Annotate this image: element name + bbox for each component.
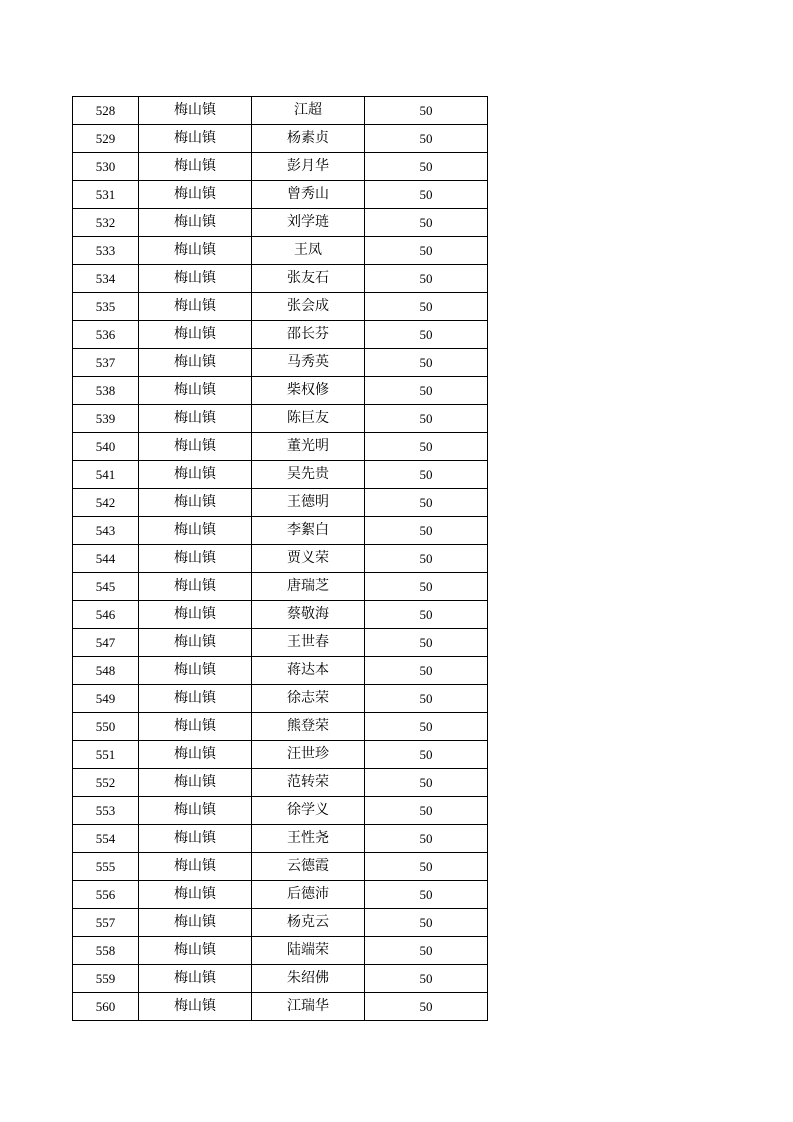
person-name-cell: 张会成 — [252, 293, 365, 321]
town-cell: 梅山镇 — [139, 601, 252, 629]
table-row — [73, 769, 488, 797]
table-row — [73, 461, 488, 489]
table-row — [73, 433, 488, 461]
person-name-cell: 董光明 — [252, 433, 365, 461]
person-name-cell: 邵长芬 — [252, 321, 365, 349]
subsidy-table — [72, 96, 488, 1021]
town-cell: 梅山镇 — [139, 797, 252, 825]
row-number-cell: 536 — [73, 321, 139, 349]
table-row — [73, 349, 488, 377]
town-cell: 梅山镇 — [139, 293, 252, 321]
amount-cell: 50 — [365, 909, 488, 937]
row-number-cell: 541 — [73, 461, 139, 489]
amount-cell: 50 — [365, 181, 488, 209]
person-name-cell: 徐学义 — [252, 797, 365, 825]
row-number-cell: 542 — [73, 489, 139, 517]
town-cell: 梅山镇 — [139, 153, 252, 181]
town-cell: 梅山镇 — [139, 237, 252, 265]
amount-cell: 50 — [365, 97, 488, 125]
person-name-cell: 王凤 — [252, 237, 365, 265]
table-row — [73, 713, 488, 741]
town-cell: 梅山镇 — [139, 629, 252, 657]
person-name-cell: 王德明 — [252, 489, 365, 517]
amount-cell: 50 — [365, 629, 488, 657]
town-cell: 梅山镇 — [139, 433, 252, 461]
town-cell: 梅山镇 — [139, 965, 252, 993]
person-name-cell: 柴权修 — [252, 377, 365, 405]
town-cell: 梅山镇 — [139, 573, 252, 601]
town-cell: 梅山镇 — [139, 685, 252, 713]
row-number-cell: 530 — [73, 153, 139, 181]
person-name-cell: 徐志荣 — [252, 685, 365, 713]
town-cell: 梅山镇 — [139, 881, 252, 909]
table-row — [73, 125, 488, 153]
amount-cell: 50 — [365, 993, 488, 1021]
town-cell: 梅山镇 — [139, 265, 252, 293]
amount-cell: 50 — [365, 937, 488, 965]
person-name-cell: 李絮白 — [252, 517, 365, 545]
table-row — [73, 797, 488, 825]
row-number-cell: 544 — [73, 545, 139, 573]
town-cell: 梅山镇 — [139, 321, 252, 349]
amount-cell: 50 — [365, 209, 488, 237]
row-number-cell: 550 — [73, 713, 139, 741]
amount-cell: 50 — [365, 321, 488, 349]
town-cell: 梅山镇 — [139, 517, 252, 545]
table-row — [73, 405, 488, 433]
table-row — [73, 993, 488, 1021]
amount-cell: 50 — [365, 657, 488, 685]
table-row — [73, 265, 488, 293]
town-cell: 梅山镇 — [139, 181, 252, 209]
row-number-cell: 546 — [73, 601, 139, 629]
town-cell: 梅山镇 — [139, 937, 252, 965]
table-row — [73, 937, 488, 965]
row-number-cell: 560 — [73, 993, 139, 1021]
row-number-cell: 551 — [73, 741, 139, 769]
amount-cell: 50 — [365, 461, 488, 489]
row-number-cell: 552 — [73, 769, 139, 797]
person-name-cell: 马秀英 — [252, 349, 365, 377]
table-row — [73, 237, 488, 265]
person-name-cell: 刘学琏 — [252, 209, 365, 237]
row-number-cell: 531 — [73, 181, 139, 209]
amount-cell: 50 — [365, 601, 488, 629]
row-number-cell: 549 — [73, 685, 139, 713]
row-number-cell: 533 — [73, 237, 139, 265]
row-number-cell: 532 — [73, 209, 139, 237]
table-row — [73, 853, 488, 881]
table-row — [73, 965, 488, 993]
amount-cell: 50 — [365, 349, 488, 377]
row-number-cell: 538 — [73, 377, 139, 405]
table-row — [73, 657, 488, 685]
table-row — [73, 489, 488, 517]
table-row — [73, 321, 488, 349]
person-name-cell: 江超 — [252, 97, 365, 125]
amount-cell: 50 — [365, 965, 488, 993]
amount-cell: 50 — [365, 713, 488, 741]
amount-cell: 50 — [365, 433, 488, 461]
table-row — [73, 181, 488, 209]
table-row — [73, 825, 488, 853]
town-cell: 梅山镇 — [139, 657, 252, 685]
table-row — [73, 685, 488, 713]
amount-cell: 50 — [365, 685, 488, 713]
person-name-cell: 杨素贞 — [252, 125, 365, 153]
row-number-cell: 547 — [73, 629, 139, 657]
row-number-cell: 534 — [73, 265, 139, 293]
table-row — [73, 909, 488, 937]
person-name-cell: 熊登荣 — [252, 713, 365, 741]
person-name-cell: 陈巨友 — [252, 405, 365, 433]
person-name-cell: 蔡敬海 — [252, 601, 365, 629]
town-cell: 梅山镇 — [139, 909, 252, 937]
town-cell: 梅山镇 — [139, 741, 252, 769]
town-cell: 梅山镇 — [139, 125, 252, 153]
row-number-cell: 528 — [73, 97, 139, 125]
person-name-cell: 王性尧 — [252, 825, 365, 853]
amount-cell: 50 — [365, 769, 488, 797]
town-cell: 梅山镇 — [139, 377, 252, 405]
person-name-cell: 曾秀山 — [252, 181, 365, 209]
table-row — [73, 97, 488, 125]
row-number-cell: 545 — [73, 573, 139, 601]
town-cell: 梅山镇 — [139, 545, 252, 573]
row-number-cell: 543 — [73, 517, 139, 545]
person-name-cell: 后德沛 — [252, 881, 365, 909]
person-name-cell: 汪世珍 — [252, 741, 365, 769]
person-name-cell: 王世春 — [252, 629, 365, 657]
amount-cell: 50 — [365, 153, 488, 181]
town-cell: 梅山镇 — [139, 349, 252, 377]
town-cell: 梅山镇 — [139, 461, 252, 489]
amount-cell: 50 — [365, 293, 488, 321]
person-name-cell: 彭月华 — [252, 153, 365, 181]
amount-cell: 50 — [365, 265, 488, 293]
table-row — [73, 573, 488, 601]
amount-cell: 50 — [365, 825, 488, 853]
person-name-cell: 朱绍佛 — [252, 965, 365, 993]
table-row — [73, 545, 488, 573]
town-cell: 梅山镇 — [139, 97, 252, 125]
town-cell: 梅山镇 — [139, 209, 252, 237]
amount-cell: 50 — [365, 125, 488, 153]
town-cell: 梅山镇 — [139, 713, 252, 741]
table-row — [73, 293, 488, 321]
town-cell: 梅山镇 — [139, 853, 252, 881]
person-name-cell: 贾义荣 — [252, 545, 365, 573]
table-row — [73, 881, 488, 909]
person-name-cell: 杨克云 — [252, 909, 365, 937]
person-name-cell: 江瑞华 — [252, 993, 365, 1021]
amount-cell: 50 — [365, 377, 488, 405]
row-number-cell: 557 — [73, 909, 139, 937]
table-row — [73, 209, 488, 237]
amount-cell: 50 — [365, 797, 488, 825]
row-number-cell: 535 — [73, 293, 139, 321]
person-name-cell: 云德霞 — [252, 853, 365, 881]
person-name-cell: 吴先贵 — [252, 461, 365, 489]
row-number-cell: 537 — [73, 349, 139, 377]
person-name-cell: 张友石 — [252, 265, 365, 293]
amount-cell: 50 — [365, 489, 488, 517]
table-row — [73, 377, 488, 405]
table-row — [73, 517, 488, 545]
amount-cell: 50 — [365, 517, 488, 545]
row-number-cell: 539 — [73, 405, 139, 433]
person-name-cell: 蒋达本 — [252, 657, 365, 685]
row-number-cell: 554 — [73, 825, 139, 853]
town-cell: 梅山镇 — [139, 489, 252, 517]
row-number-cell: 558 — [73, 937, 139, 965]
person-name-cell: 陆端荣 — [252, 937, 365, 965]
row-number-cell: 548 — [73, 657, 139, 685]
row-number-cell: 555 — [73, 853, 139, 881]
town-cell: 梅山镇 — [139, 825, 252, 853]
amount-cell: 50 — [365, 405, 488, 433]
amount-cell: 50 — [365, 741, 488, 769]
table-row — [73, 153, 488, 181]
document-sheet — [72, 96, 488, 1021]
row-number-cell: 556 — [73, 881, 139, 909]
row-number-cell: 559 — [73, 965, 139, 993]
table-row — [73, 741, 488, 769]
town-cell: 梅山镇 — [139, 993, 252, 1021]
amount-cell: 50 — [365, 853, 488, 881]
amount-cell: 50 — [365, 545, 488, 573]
row-number-cell: 529 — [73, 125, 139, 153]
person-name-cell: 范转荣 — [252, 769, 365, 797]
person-name-cell: 唐瑞芝 — [252, 573, 365, 601]
table-body — [73, 97, 488, 1021]
row-number-cell: 553 — [73, 797, 139, 825]
amount-cell: 50 — [365, 881, 488, 909]
table-row — [73, 629, 488, 657]
town-cell: 梅山镇 — [139, 405, 252, 433]
amount-cell: 50 — [365, 573, 488, 601]
table-row — [73, 601, 488, 629]
amount-cell: 50 — [365, 237, 488, 265]
row-number-cell: 540 — [73, 433, 139, 461]
town-cell: 梅山镇 — [139, 769, 252, 797]
